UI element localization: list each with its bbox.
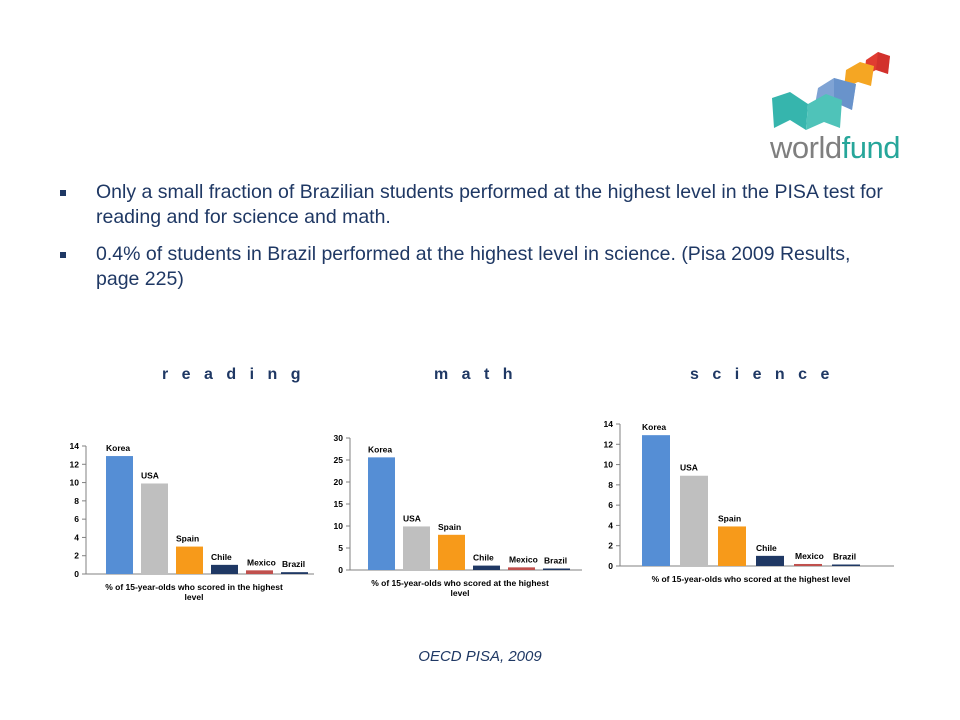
- y-tick-label: 14: [69, 441, 79, 451]
- bar-chile: [756, 556, 784, 566]
- bar-spain: [718, 526, 746, 566]
- bar-usa: [141, 483, 168, 574]
- bullet-text: 0.4% of students in Brazil performed at the highest level in science. (Pisa 2009 Results, page 225): [96, 243, 851, 290]
- bar-label: Chile: [473, 552, 494, 563]
- heading-reading: r e a d i n g: [162, 366, 305, 383]
- bullet-square-icon: [60, 252, 66, 258]
- y-tick-label: 0: [338, 565, 343, 575]
- bar-usa: [680, 476, 708, 566]
- bar-korea: [642, 435, 670, 566]
- bar-korea: [368, 457, 395, 570]
- x-axis-label: % of 15-year-olds who scored at the highest: [371, 578, 549, 588]
- bar-chile: [211, 565, 238, 574]
- y-tick-label: 8: [74, 495, 79, 506]
- heading-science: s c i e n c e: [690, 366, 834, 383]
- y-tick-label: 2: [608, 540, 613, 551]
- bar-usa: [403, 526, 430, 570]
- bullet-square-icon: [60, 190, 66, 196]
- bar-brazil: [281, 572, 308, 574]
- y-tick-label: 4: [74, 532, 79, 543]
- y-tick-label: 6: [74, 514, 79, 525]
- x-axis-label: level: [450, 588, 470, 598]
- chart-science: [594, 404, 898, 594]
- worldfund-logo: [768, 40, 900, 165]
- bar-mexico: [246, 570, 273, 574]
- source-note: OECD PISA, 2009: [418, 648, 542, 665]
- bar-label: Mexico: [509, 554, 538, 565]
- bullet-item: [58, 242, 898, 292]
- chart-math: [316, 412, 588, 608]
- bar-brazil: [832, 565, 860, 567]
- x-axis-label: level: [184, 592, 204, 602]
- y-tick-label: 10: [603, 459, 613, 470]
- chart-math-svg: [316, 412, 588, 608]
- bar-label: Brazil: [833, 551, 857, 562]
- y-tick-label: 12: [603, 439, 613, 450]
- bar-label: Spain: [176, 533, 200, 544]
- bar-label: Spain: [718, 513, 742, 524]
- book-stack-icon: [768, 40, 892, 130]
- heading-math: m a t h: [434, 366, 518, 383]
- bar-label: Korea: [106, 443, 131, 454]
- y-tick-label: 10: [69, 477, 79, 488]
- bar-label: Spain: [438, 521, 462, 532]
- bar-label: Mexico: [247, 557, 276, 568]
- bar-label: Mexico: [795, 550, 824, 561]
- bar-label: USA: [403, 513, 421, 524]
- bar-label: USA: [141, 470, 159, 481]
- chart-reading-svg: [56, 420, 320, 610]
- y-tick-label: 8: [608, 479, 613, 490]
- logo-text-world: world: [770, 130, 842, 165]
- y-tick-label: 30: [333, 433, 343, 443]
- y-tick-label: 6: [608, 500, 613, 511]
- bar-label: Brazil: [544, 555, 568, 566]
- bar-label: Brazil: [282, 559, 306, 570]
- logo-wordmark: [770, 130, 900, 166]
- logo-text-fund: fund: [841, 130, 900, 165]
- y-tick-label: 14: [603, 419, 613, 429]
- y-tick-label: 4: [608, 520, 613, 531]
- bar-spain: [176, 547, 203, 574]
- y-tick-label: 20: [333, 477, 343, 487]
- y-tick-label: 2: [74, 550, 79, 561]
- bullet-list: [58, 180, 898, 304]
- bullet-item: [58, 180, 898, 230]
- bar-chile: [473, 566, 500, 570]
- x-axis-label: % of 15-year-olds who scored in the highest: [105, 582, 283, 592]
- bullet-text: Only a small fraction of Brazilian students performed at the highest level in the PISA test for reading and for science and math.: [96, 181, 883, 228]
- bar-spain: [438, 535, 465, 570]
- bar-label: USA: [680, 462, 698, 473]
- bar-label: Chile: [756, 542, 777, 553]
- y-tick-label: 0: [74, 569, 79, 579]
- bar-mexico: [794, 564, 822, 566]
- chart-science-svg: [594, 404, 898, 594]
- bar-brazil: [543, 569, 570, 571]
- y-tick-label: 5: [338, 543, 343, 553]
- y-tick-label: 12: [69, 459, 79, 470]
- x-axis-label: % of 15-year-olds who scored at the highest level: [651, 574, 851, 584]
- y-tick-label: 15: [333, 499, 343, 509]
- bar-korea: [106, 456, 133, 574]
- y-tick-label: 0: [608, 561, 613, 571]
- bar-label: Chile: [211, 551, 232, 562]
- chart-reading: [56, 420, 320, 610]
- bar-label: Korea: [368, 444, 393, 455]
- bar-label: Korea: [642, 422, 667, 433]
- y-tick-label: 25: [333, 455, 343, 465]
- y-tick-label: 10: [333, 521, 343, 531]
- bar-mexico: [508, 567, 535, 570]
